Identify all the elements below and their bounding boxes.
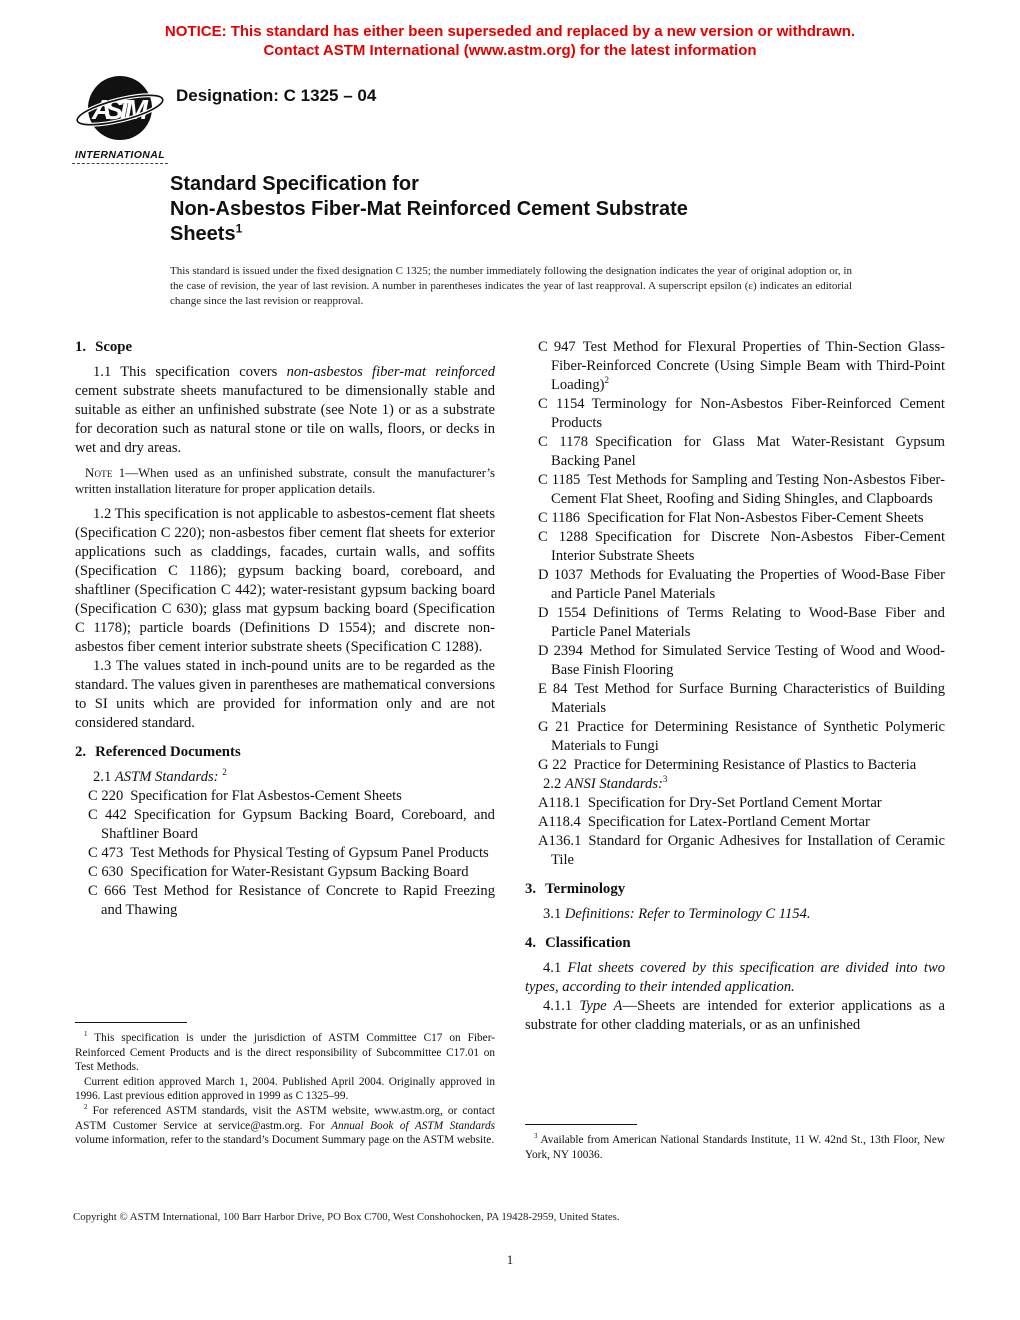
reference-entry xyxy=(75,882,495,920)
reference-title: Terminology for Non-Asbestos Fiber-Reinforced Cement Products xyxy=(551,396,945,431)
designation: Designation: C 1325 – 04 xyxy=(176,86,377,105)
section-heading-referenced-documents: 2. Referenced Documents xyxy=(75,743,241,760)
copyright-line: Copyright © ASTM International, 100 Barr Harbor Drive, PO Box C700, West Conshohocken, PA 19428-2959, United States. xyxy=(73,1211,620,1223)
paragraph-4-1: 4.1 Flat sheets covered by this specification are divided into two types, according to their intended application. xyxy=(525,960,945,995)
footnotes-right xyxy=(525,1124,945,1162)
title-line-1: Standard Specification for xyxy=(170,173,419,195)
notice-line-1: NOTICE: This standard has either been superseded and replaced by a new version or withdrawn. xyxy=(164,23,856,40)
reference-id: C 1186 xyxy=(538,510,581,526)
footnotes-left xyxy=(75,1022,495,1148)
paragraph-1-2: 1.2 This specification is not applicable to asbestos-cement flat sheets (Specification C 220); non-asbestos fiber cement flat sheets for exterior applications such as claddings, facades, curtain walls, and soffits (Specification C 1186); gypsum backing board, coreboard, and shaftliner (Specification C 442); water-resistant gypsum backing board (Specification C 630); glass mat gypsum backing board (Specification C 1178); particle boards (Definitions D 1554); and discrete non-asbestos fiber cement interior substrate sheets (Specification C 1288). xyxy=(75,505,495,655)
reference-entry xyxy=(525,680,945,718)
reference-id: C 666 xyxy=(88,882,126,899)
reference-title: Test Method for Resistance of Concrete to Rapid Freezing and Thawing xyxy=(101,882,495,918)
title-footnote-ref: 1 xyxy=(235,221,243,236)
reference-entry xyxy=(525,604,945,642)
reference-title: Practice for Determining Resistance of Synthetic Polymeric Materials to Fungi xyxy=(551,719,945,754)
reference-id: C 1185 xyxy=(538,472,581,488)
astm-logo-subtitle: INTERNATIONAL xyxy=(72,149,168,164)
reference-footnote-ref: 2 xyxy=(604,375,610,386)
reference-id: G 22 xyxy=(538,757,567,773)
reference-title: Test Method for Flexural Properties of Thin-Section Glass-Fiber-Reinforced Concrete (Using Simple Beam with Third-Point Loading) xyxy=(551,339,946,393)
reference-entry xyxy=(75,806,495,844)
footnote-1: $^1$ This specification is under the jurisdiction of ASTM Committee C17 on Fiber-Reinforced Cement Products and is the direct responsibility of Subcommittee C17.01 on Test Methods. xyxy=(75,1030,495,1074)
reference-id: C 442 xyxy=(88,806,127,823)
reference-title: Method for Simulated Service Testing of Wood and Wood-Base Finish Flooring xyxy=(551,643,945,678)
astm-logo-acronym: ASTM xyxy=(92,94,148,125)
reference-id: C 1178 xyxy=(538,434,589,450)
reference-entry xyxy=(75,863,495,882)
section-heading-classification: 4. Classification xyxy=(525,935,631,951)
reference-id: G 21 xyxy=(538,719,570,735)
reference-entry xyxy=(525,832,945,870)
footnote-2: $^2$ For referenced ASTM standards, visit the ASTM website, www.astm.org, or contact ASTM Customer Service at service@astm.org. For Annual Book of ASTM Standards volume information, refer to the standard’s Document Summary page on the ASTM website. xyxy=(75,1103,495,1147)
reference-entry xyxy=(525,642,945,680)
page-title xyxy=(170,172,890,247)
standard-preamble: This standard is issued under the fixed designation C 1325; the number immediately following the designation indicates the year of original adoption or, in the case of revision, the year of last revision. A number in parentheses indicates the year of last reapproval. A superscript epsilon (ε) indicates an editorial change since the last revision or reapproval. xyxy=(170,265,852,307)
reference-entry xyxy=(525,813,945,832)
reference-title: Specification for Latex-Portland Cement Mortar xyxy=(587,814,870,830)
reference-title: Specification for Gypsum Backing Board, Coreboard, and Shaftliner Board xyxy=(101,806,495,842)
reference-entry xyxy=(525,395,945,433)
reference-entry xyxy=(525,756,945,775)
notice-line-2: Contact ASTM International (www.astm.org) for the latest information xyxy=(263,42,757,59)
title-line-3: Sheets$^1$ xyxy=(170,221,243,245)
paragraph-3-1: 3.1 Definitions: Refer to Terminology C 1154. xyxy=(543,906,811,922)
astm-globe-icon xyxy=(74,72,166,146)
reference-id: C 1288 xyxy=(538,529,588,545)
reference-id: C 947 xyxy=(538,339,576,355)
section-heading-scope: 1. Scope xyxy=(75,339,133,355)
reference-entry xyxy=(525,471,945,509)
reference-id: C 473 xyxy=(88,844,124,861)
footnote-1-current-edition: Current edition approved March 1, 2004. Published April 2004. Originally approved in 1996. Last previous edition approved in 1999 as C 1325–99. xyxy=(75,1075,495,1103)
footnote-rule xyxy=(75,1022,187,1023)
reference-entry xyxy=(525,338,945,395)
reference-entry xyxy=(75,787,495,806)
footnote-rule xyxy=(525,1124,637,1125)
reference-title: Standard for Organic Adhesives for Installation of Ceramic Tile xyxy=(551,833,945,868)
reference-id: A136.1 xyxy=(538,833,582,849)
footnote-3: $^3$ Available from American National Standards Institute, 11 W. 42nd St., 13th Floor, New York, NY 10036. xyxy=(525,1132,945,1161)
reference-entry xyxy=(525,794,945,813)
column-right xyxy=(525,338,945,1035)
reference-title: Specification for Dry-Set Portland Cement Mortar xyxy=(587,795,882,811)
paragraph-1-1: 1.1 This specification covers non-asbestos fiber-mat reinforced cement substrate sheets manufactured to be dimensionally stable and suitable as either an unfinished substrate (see Note 1) or as a substrate for decoration such as natural stone or tile on walls, floors, or decks in wet and dry areas. xyxy=(75,364,495,456)
column-left xyxy=(75,338,495,920)
reference-title: Specification for Flat Non-Asbestos Fiber-Cement Sheets xyxy=(587,510,924,526)
reference-id: D 2394 xyxy=(538,643,583,659)
reference-id: C 220 xyxy=(88,787,124,804)
reference-title: Test Method for Surface Burning Characteristics of Building Materials xyxy=(551,681,945,716)
reference-entry xyxy=(525,718,945,756)
reference-title: Test Methods for Physical Testing of Gypsum Panel Products xyxy=(130,844,489,861)
astm-logo xyxy=(72,72,168,164)
reference-entry xyxy=(75,844,495,863)
reference-id: D 1554 xyxy=(538,605,587,621)
reference-title: Specification for Water-Resistant Gypsum Backing Board xyxy=(130,863,469,880)
reference-title: Specification for Flat Asbestos-Cement Sheets xyxy=(130,787,402,804)
reference-id: A118.4 xyxy=(538,814,581,830)
title-line-2: Non-Asbestos Fiber-Mat Reinforced Cement Substrate xyxy=(170,198,688,220)
reference-title: Definitions of Terms Relating to Wood-Base Fiber and Particle Panel Materials xyxy=(551,605,945,640)
reference-id: E 84 xyxy=(538,681,568,697)
reference-entry xyxy=(525,509,945,528)
reference-id: C 630 xyxy=(88,863,124,880)
paragraph-2-2: 2.2 ANSI Standards:$^3$ xyxy=(543,774,668,792)
section-heading-terminology: 3. Terminology xyxy=(525,881,626,897)
reference-title: Practice for Determining Resistance of Plastics to Bacteria xyxy=(573,757,917,773)
reference-title: Specification for Discrete Non-Asbestos Fiber-Cement Interior Substrate Sheets xyxy=(551,529,945,564)
reference-id: D 1037 xyxy=(538,567,583,583)
superseded-notice xyxy=(0,22,1020,60)
reference-entry xyxy=(525,433,945,471)
paragraph-4-1-1: 4.1.1 Type A—Sheets are intended for exterior applications as a substrate for other cladding materials, or as an unfinished xyxy=(525,998,945,1033)
reference-title: Methods for Evaluating the Properties of Wood-Base Fiber and Particle Panel Materials xyxy=(551,567,945,602)
reference-id: C 1154 xyxy=(538,396,585,412)
reference-id: A118.1 xyxy=(538,795,581,811)
reference-entry xyxy=(525,528,945,566)
reference-entry xyxy=(525,566,945,604)
paragraph-1-3: 1.3 The values stated in inch-pound units are to be regarded as the standard. The values given in parentheses are mathematical conversions to SI units which are provided for information only and are not considered standard. xyxy=(75,657,495,731)
page-number: 1 xyxy=(506,1253,514,1267)
reference-title: Test Methods for Sampling and Testing Non-Asbestos Fiber-Cement Flat Sheet, Roofing and Siding Shingles, and Clapboards xyxy=(551,472,945,507)
reference-title: Specification for Glass Mat Water-Resistant Gypsum Backing Panel xyxy=(551,434,945,469)
note-1: Note 1—When used as an unfinished substrate, consult the manufacturer’s written installation literature for proper application details. xyxy=(75,466,495,497)
paragraph-2-1: 2.1 ASTM Standards: $^2$ xyxy=(93,766,227,785)
